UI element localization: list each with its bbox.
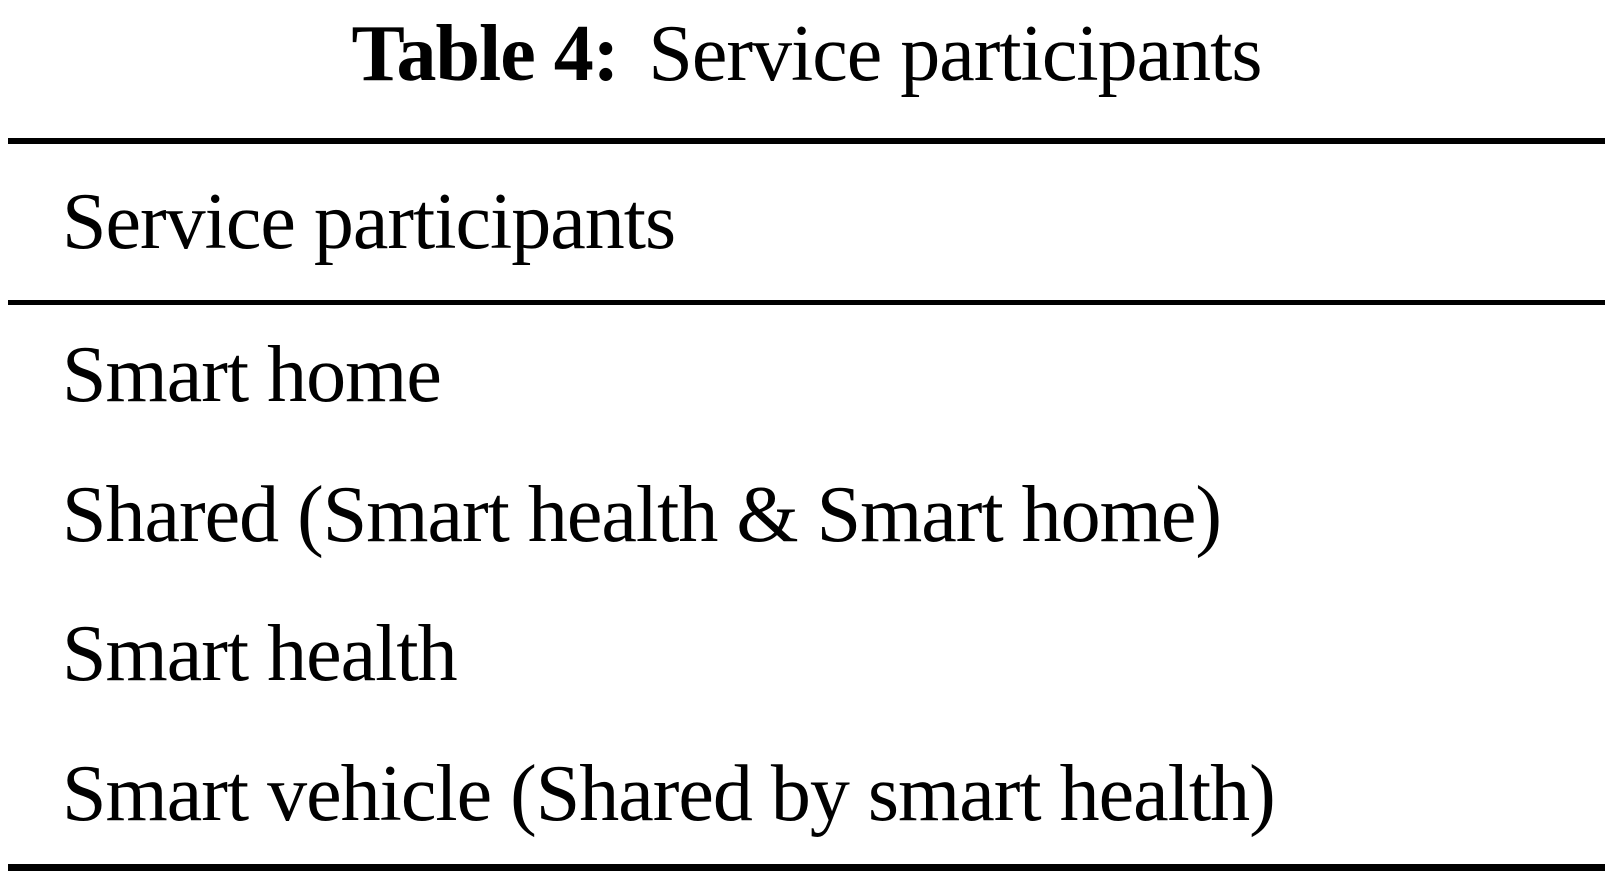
table-caption [0,2,1613,106]
table-row: Smart vehicle (Shared by smart health) [62,750,1275,839]
table-row: Shared (Smart health & Smart home) [62,470,1222,559]
caption-title: Service participants [648,10,1262,98]
table-bottom-rule [8,864,1605,871]
caption-label: Table 4: [351,10,619,98]
table-header-row [0,144,1613,300]
table-header-cell: Service participants [62,177,676,266]
table-row: Smart health [62,610,457,699]
table-row: Smart home [62,330,441,419]
table-body [0,305,1613,864]
